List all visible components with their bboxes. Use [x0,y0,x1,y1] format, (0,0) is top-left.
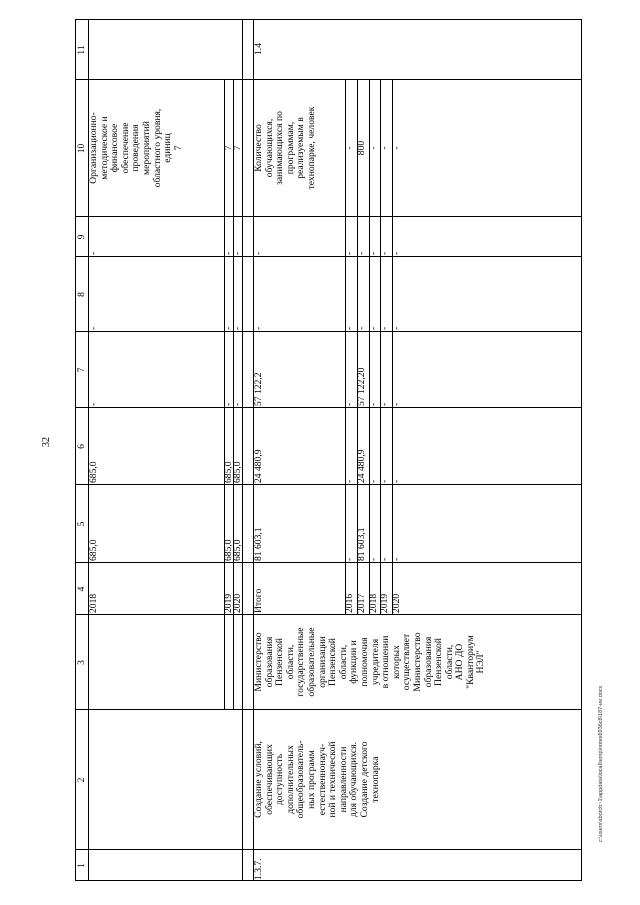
top-c5: 685,0 [88,539,99,561]
row-2019-c6: - [379,479,390,483]
row-2020-c5: - [391,557,402,561]
top-2019-c8: - [223,326,234,330]
entry-description: Создание условий, обеспечивающих доступность дополнительных общеобразователь- ных программ естественнонауч- ной и технической направленности для обучающихся. Создание детского технопарка [253,740,381,819]
row-2016-c8: - [344,326,355,330]
header-col-10: 10 [76,143,87,154]
entry-number: 1.3.7. [253,858,264,880]
row-2020-c7: - [391,402,402,406]
total-c9: - [253,251,264,255]
page-number: 32 [41,437,52,447]
row-2018-c9: - [368,251,379,255]
row-2019-c5: - [379,557,390,561]
top-2020-c6: 685,0 [232,461,243,483]
total-c8: - [253,326,264,330]
top-2019-year: 2019 [223,593,234,613]
row-2017-year: 2017 [356,593,367,613]
row-2019-c9: - [379,251,390,255]
top-2019-c6: 685,0 [223,461,234,483]
top-year: 2018 [88,593,99,613]
row-2019-year: 2019 [379,593,390,613]
row-2016-c9: - [344,251,355,255]
header-col-2: 2 [76,777,87,783]
row-2017-c10: 800 [356,140,367,156]
top-2020-c5: 685,0 [232,539,243,561]
top-2019-c9: - [223,251,234,255]
top-c6: 685,0 [88,461,99,483]
row-2018-c10: - [368,146,379,150]
footer-file-path: c:\users\sborch~1\appdata\local\temp\notes6936c8\187-ии.docx [598,685,604,842]
top-c9: - [88,251,99,255]
total-c7: 57 122,2 [253,372,264,406]
row-2018-c5: - [368,557,379,561]
top-2019-c10: 7 [223,145,234,151]
header-col-11: 11 [76,45,87,55]
row-2019-c10: - [379,146,390,150]
row-2016-c7: - [344,402,355,406]
header-col-6: 6 [76,444,87,449]
entry-executors: Министерство образования Пензенской области, государственные образовательные организации Пензенской области, функции и полномочия учредителя в отношении которых осуществляет Министерство образования Пензенской области, АНО ДО "Кванториум НЭЛ" [253,627,487,697]
header-col-9: 9 [76,234,87,240]
header-col-7: 7 [76,367,87,373]
row-2017-c8: - [356,326,367,330]
row-2020-c10: - [391,146,402,150]
header-col-4: 4 [76,586,87,592]
row-2020-c9: - [391,251,402,255]
row-2016-c6: - [344,479,355,483]
rotated-table [0,5,640,905]
row-2019-c7: - [379,402,390,406]
row-2018-year: 2018 [368,593,379,613]
total-c11: 1.4 [253,43,264,55]
row-2018-c8: - [368,326,379,330]
top-c7: - [88,402,99,406]
row-2016-year: 2016 [344,593,355,613]
row-2016-c5: - [344,557,355,561]
top-2019-c5: 685,0 [223,539,234,561]
row-2020-c6: - [391,479,402,483]
top-2020-year: 2020 [232,593,243,613]
top-2019-c7: - [223,402,234,406]
top-2020-c7: - [232,402,243,406]
total-c10-indicator: Количество обучающихся, занимающихся по программам, реализуемым в технопарке, человек [253,106,317,190]
header-col-5: 5 [76,521,87,527]
top-2020-c10: 7 [232,145,243,151]
top-c10-indicator: Организационно- методическое и финансовое обеспечение проведения мероприятий областного уровня, единиц 7 [88,108,184,188]
top-2020-c9: - [232,251,243,255]
total-year: Итого [253,588,264,613]
header-col-8: 8 [76,292,87,297]
total-c6: 24 480,9 [253,449,264,483]
row-2017-c7: 57 122,20 [356,367,367,406]
header-col-3: 3 [76,660,87,665]
row-2020-year: 2020 [391,593,402,613]
row-2018-c6: - [368,479,379,483]
total-c5: 81 603,1 [253,527,264,561]
top-c8: - [88,326,99,330]
row-2017-c6: 24 480,9 [356,449,367,483]
top-2020-c8: - [232,326,243,330]
row-2016-c10: - [344,146,355,150]
row-2020-c8: - [391,326,402,330]
row-2017-c5: 81 603,1 [356,527,367,561]
row-2019-c8: - [379,326,390,330]
header-col-1: 1 [76,863,87,868]
row-2017-c9: - [356,251,367,255]
row-2018-c7: - [368,402,379,406]
